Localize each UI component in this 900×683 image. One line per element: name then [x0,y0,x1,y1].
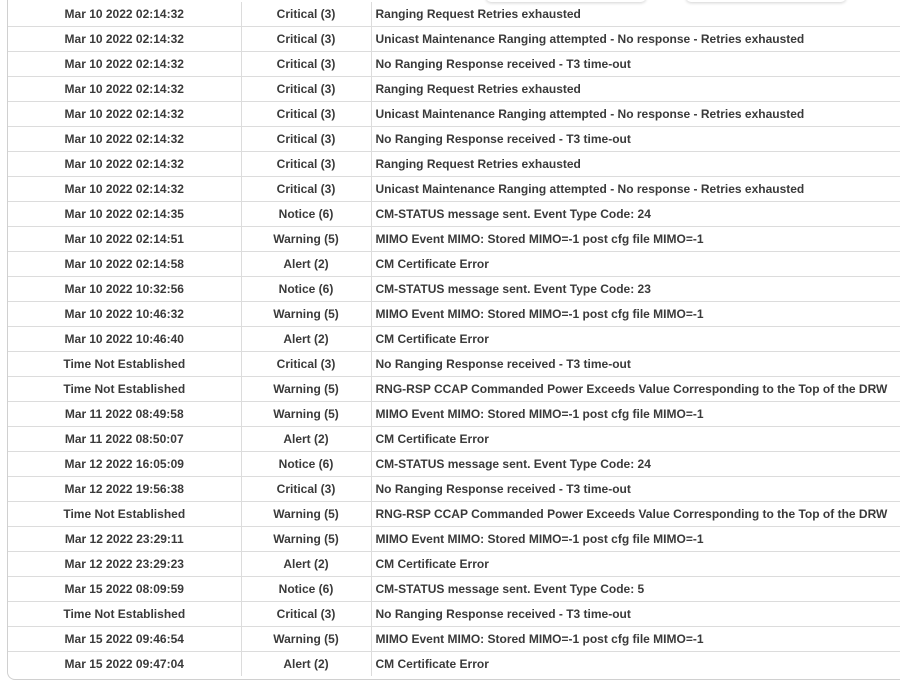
table-row [8,377,900,402]
table-row [8,527,900,552]
log-time-cell: Mar 10 2022 10:46:40 [8,327,241,352]
log-description-cell: CM Certificate Error [371,552,900,577]
log-description-cell: Unicast Maintenance Ranging attempted - No response - Retries exhausted [371,27,900,52]
log-time-cell: Mar 12 2022 19:56:38 [8,477,241,502]
log-description-cell: Unicast Maintenance Ranging attempted - No response - Retries exhausted [371,102,900,127]
log-priority-cell: Critical (3) [241,52,371,77]
log-time-cell: Mar 10 2022 10:32:56 [8,277,241,302]
log-priority-cell: Notice (6) [241,577,371,602]
log-description-cell: Ranging Request Retries exhausted [371,2,900,27]
table-row [8,27,900,52]
log-description-cell: Ranging Request Retries exhausted [371,77,900,102]
table-row [8,52,900,77]
log-description-cell: No Ranging Response received - T3 time-out [371,352,900,377]
log-priority-cell: Warning (5) [241,227,371,252]
log-description-cell: CM-STATUS message sent. Event Type Code: 23 [371,277,900,302]
log-priority-cell: Notice (6) [241,452,371,477]
log-time-cell: Mar 10 2022 02:14:32 [8,52,241,77]
table-row [8,127,900,152]
log-priority-cell: Critical (3) [241,177,371,202]
log-description-cell: CM-STATUS message sent. Event Type Code: 24 [371,202,900,227]
table-row [8,602,900,627]
table-row [8,577,900,602]
log-time-cell: Mar 12 2022 23:29:11 [8,527,241,552]
log-description-cell: CM Certificate Error [371,427,900,452]
log-time-cell: Mar 12 2022 16:05:09 [8,452,241,477]
table-row [8,2,900,27]
log-description-cell: No Ranging Response received - T3 time-out [371,602,900,627]
log-time-cell: Mar 15 2022 09:46:54 [8,627,241,652]
table-row [8,177,900,202]
log-priority-cell: Alert (2) [241,252,371,277]
log-priority-cell: Alert (2) [241,427,371,452]
log-time-cell: Mar 10 2022 02:14:51 [8,227,241,252]
table-row [8,227,900,252]
log-priority-cell: Critical (3) [241,127,371,152]
log-priority-cell: Warning (5) [241,502,371,527]
log-priority-cell: Warning (5) [241,302,371,327]
log-time-cell: Mar 10 2022 02:14:32 [8,127,241,152]
table-row [8,302,900,327]
log-description-cell: No Ranging Response received - T3 time-out [371,477,900,502]
log-priority-cell: Notice (6) [241,202,371,227]
log-time-cell: Mar 10 2022 02:14:32 [8,102,241,127]
table-row [8,252,900,277]
log-priority-cell: Notice (6) [241,277,371,302]
log-time-cell: Time Not Established [8,377,241,402]
table-row [8,102,900,127]
table-row [8,352,900,377]
log-priority-cell: Critical (3) [241,27,371,52]
log-time-cell: Mar 11 2022 08:49:58 [8,402,241,427]
log-priority-cell: Warning (5) [241,527,371,552]
log-description-cell: MIMO Event MIMO: Stored MIMO=-1 post cfg file MIMO=-1 [371,627,900,652]
log-time-cell: Mar 10 2022 10:46:32 [8,302,241,327]
log-time-cell: Mar 10 2022 02:14:32 [8,27,241,52]
log-priority-cell: Critical (3) [241,352,371,377]
log-time-cell: Mar 10 2022 02:14:32 [8,177,241,202]
log-description-cell: Ranging Request Retries exhausted [371,152,900,177]
log-description-cell: No Ranging Response received - T3 time-out [371,52,900,77]
log-time-cell: Time Not Established [8,602,241,627]
log-priority-cell: Critical (3) [241,77,371,102]
table-row [8,402,900,427]
log-time-cell: Mar 10 2022 02:14:32 [8,2,241,27]
table-row [8,202,900,227]
table-row [8,277,900,302]
table-row [8,477,900,502]
log-priority-cell: Critical (3) [241,2,371,27]
table-row [8,452,900,477]
log-time-cell: Mar 12 2022 23:29:23 [8,552,241,577]
log-priority-cell: Alert (2) [241,327,371,352]
table-row [8,427,900,452]
log-time-cell: Mar 10 2022 02:14:32 [8,77,241,102]
log-priority-cell: Critical (3) [241,152,371,177]
log-priority-cell: Warning (5) [241,402,371,427]
log-time-cell: Mar 10 2022 02:14:35 [8,202,241,227]
log-description-cell: CM Certificate Error [371,252,900,277]
log-description-cell: CM Certificate Error [371,327,900,352]
table-row [8,327,900,352]
log-priority-cell: Warning (5) [241,377,371,402]
log-time-cell: Mar 11 2022 08:50:07 [8,427,241,452]
log-priority-cell: Alert (2) [241,652,371,677]
table-row [8,627,900,652]
log-priority-cell: Critical (3) [241,602,371,627]
log-description-cell: CM Certificate Error [375,657,489,671]
log-description-cell: CM-STATUS message sent. Event Type Code: 5 [371,577,900,602]
table-row [8,502,900,527]
log-description-cell: No Ranging Response received - T3 time-out [371,127,900,152]
table-row [8,77,900,102]
log-description-cell: CM-STATUS message sent. Event Type Code: 24 [371,452,900,477]
log-description-cell: MIMO Event MIMO: Stored MIMO=-1 post cfg file MIMO=-1 [371,227,900,252]
table-row [8,552,900,577]
log-priority-cell: Alert (2) [241,552,371,577]
event-log-body [8,2,900,676]
log-description-cell: MIMO Event MIMO: Stored MIMO=-1 post cfg file MIMO=-1 [371,302,900,327]
log-time-cell: Mar 15 2022 08:09:59 [8,577,241,602]
table-row [8,152,900,177]
log-time-cell: Time Not Established [8,352,241,377]
log-time-cell: Mar 10 2022 02:14:32 [8,152,241,177]
log-description-cell: RNG-RSP CCAP Commanded Power Exceeds Value Corresponding to the Top of the DRW [371,502,900,527]
log-priority-cell: Critical (3) [241,102,371,127]
event-log-table [8,2,900,676]
table-row [8,652,900,677]
log-description-cell: MIMO Event MIMO: Stored MIMO=-1 post cfg file MIMO=-1 [371,402,900,427]
log-description-cell: Unicast Maintenance Ranging attempted - No response - Retries exhausted [371,177,900,202]
log-time-cell: Time Not Established [8,502,241,527]
log-description-cell: RNG-RSP CCAP Commanded Power Exceeds Value Corresponding to the Top of the DRW [371,377,900,402]
log-priority-cell: Warning (5) [241,627,371,652]
event-log-panel [7,0,900,680]
log-time-cell: Mar 15 2022 09:47:04 [8,652,241,677]
log-time-cell: Mar 10 2022 02:14:58 [8,252,241,277]
log-priority-cell: Critical (3) [241,477,371,502]
log-description-cell: MIMO Event MIMO: Stored MIMO=-1 post cfg file MIMO=-1 [371,527,900,552]
